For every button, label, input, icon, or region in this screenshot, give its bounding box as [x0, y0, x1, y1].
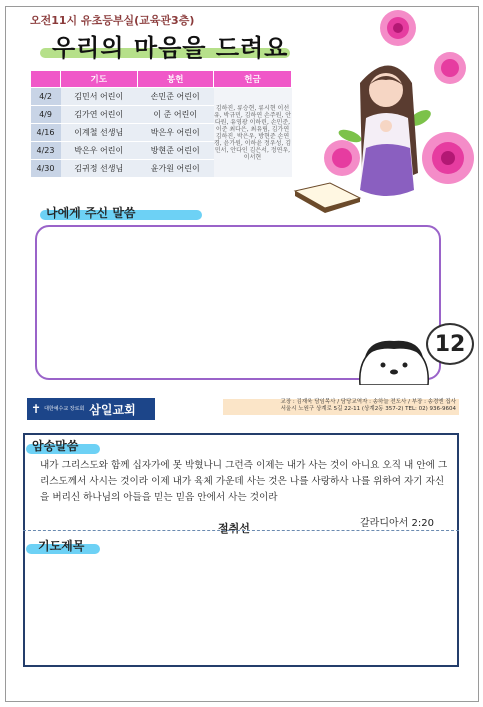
memory-verse-text: 내가 그리스도와 함께 십자가에 못 박혔나니 그런즉 이제는 내가 사는 것이 아니요 오직 내 안에 그리스도께서 사시는 것이라 이제 내가 육체 가운데 사는 것은 나를 사랑하사 나를 위하여 자기 자신을 버리신 하나님의 아들을 믿는 믿음 안에서 사는 것이라	[40, 460, 448, 503]
peony-flower-icon	[324, 140, 360, 176]
bear-mascot-illustration	[355, 335, 433, 385]
table-header-date	[31, 71, 61, 88]
cross-icon: ✝	[31, 402, 42, 416]
memory-title: 암송말씀	[32, 439, 79, 453]
church-name: 삼일교회	[89, 402, 136, 417]
peony-flower-icon	[380, 10, 416, 46]
row-date: 4/23	[31, 142, 61, 160]
page-title: 우리의 마음을 드려요	[52, 34, 289, 62]
table-header-prayer: 기도	[61, 71, 138, 88]
row-prayer: 박은우 어린이	[61, 142, 138, 160]
row-offering: 이 준 어린이	[137, 106, 214, 124]
cut-line-label: 절취선	[218, 522, 250, 535]
peony-flower-icon	[434, 52, 466, 84]
row-offering: 윤가원 어린이	[137, 160, 214, 178]
church-info	[223, 399, 459, 415]
prayer-title: 기도제목	[38, 539, 85, 553]
offering-names: 김하진, 류승현, 류시현 이선유, 박규민, 김하연 손주원, 안다원, 유영광 이하린, 손민준, 이준 최다은, 최유림, 김가연 김하진, 박은우, 방현준 손연경, 윤가원, 이하윤 정우성, 김민서, 안다인 김은서, 정연우, 이서현	[214, 88, 292, 178]
row-prayer: 김가연 어린이	[61, 106, 138, 124]
row-date: 4/9	[31, 106, 61, 124]
row-prayer: 김민서 어린이	[61, 88, 138, 106]
row-date: 4/30	[31, 160, 61, 178]
table-row	[31, 88, 292, 106]
duty-table	[30, 70, 292, 178]
row-date: 4/16	[31, 124, 61, 142]
verse-reference: 갈라디아서 2:20	[360, 518, 434, 529]
table-header-offering: 봉헌	[137, 71, 214, 88]
denomination-label: 대한예수교 장로회	[44, 406, 85, 412]
row-offering: 박은우 어린이	[137, 124, 214, 142]
row-date: 4/2	[31, 88, 61, 106]
address-line: 서울시 노원구 상계로 5길 22-11 (상계2동 357-2) TEL: 02) 936-9604	[280, 406, 456, 412]
staff-line: 교장 : 김재욱 담임목사 / 담당교역자 : 송하늘 전도사 / 부장 : 송경엔 집사	[280, 399, 456, 405]
open-bible-icon	[295, 183, 360, 213]
row-prayer: 이계철 선생님	[61, 124, 138, 142]
row-prayer: 김귀정 선생님	[61, 160, 138, 178]
page-number-bubble: 12	[426, 323, 474, 365]
department-label: 오전11시 유초등부실(교육관3층)	[30, 14, 195, 27]
table-header-names: 헌금	[214, 71, 292, 88]
row-offering: 손민준 어린이	[137, 88, 214, 106]
row-offering: 방현준 어린이	[137, 142, 214, 160]
word-section-title: 나에게 주신 말씀	[46, 206, 136, 220]
peony-flower-icon	[422, 132, 474, 184]
praying-girl-illustration	[290, 8, 480, 213]
cut-line	[23, 530, 459, 531]
church-logo	[27, 398, 155, 420]
